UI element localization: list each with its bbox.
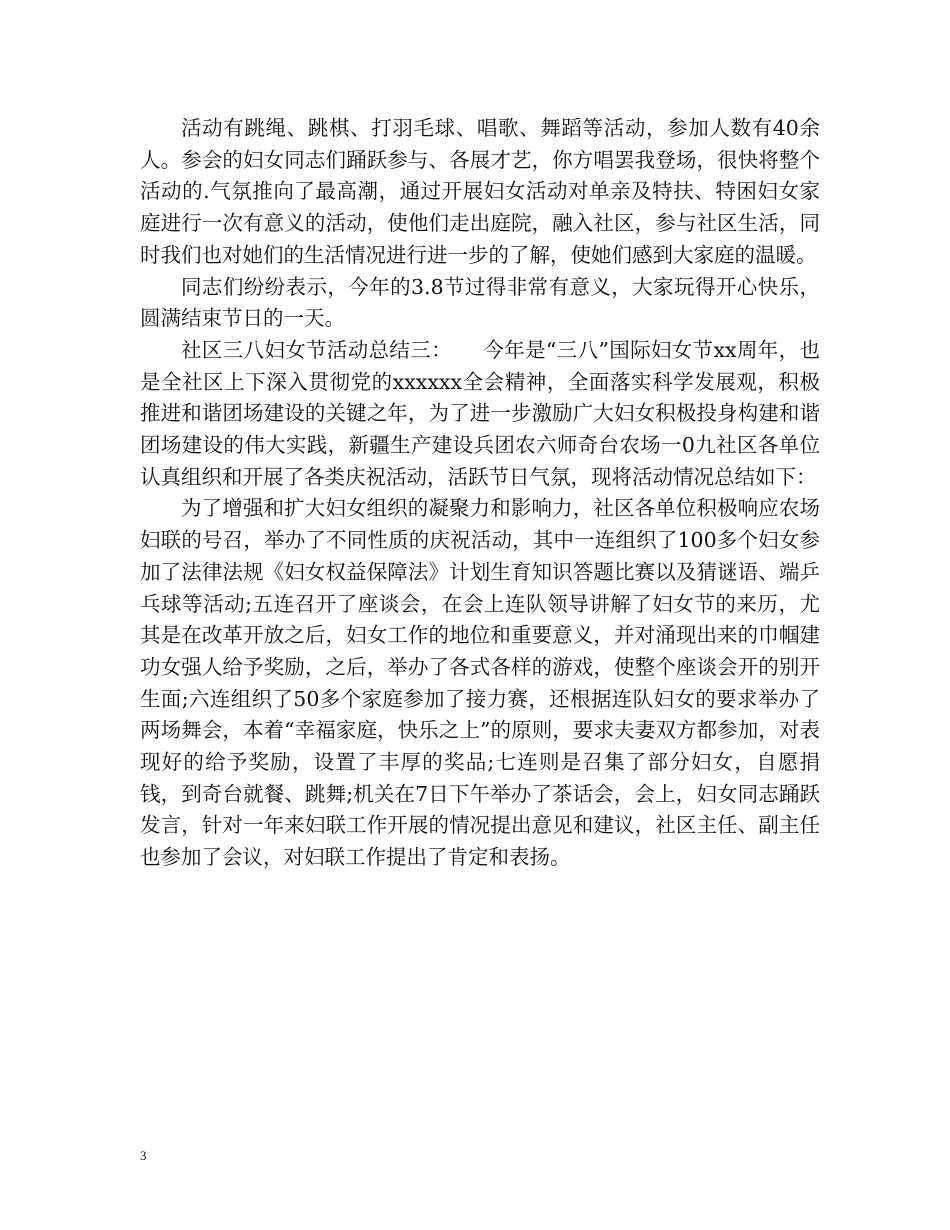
paragraph-unit-activities: 为了增强和扩大妇女组织的凝聚力和影响力，社区各单位积极响应农场妇联的号召，举办了不同性质的庆祝活动，其中一连组织了100多个妇女参加了法律法规《妇女权益保障法》计划生育知识答题比赛以及猜谜语、端乒乓球等活动;五连召开了座谈会，在会上连队领导讲解了妇女节的来历，尤其是在改革开放之后，妇女工作的地位和重要意义，并对涌现出来的巾帼建功女强人给予奖励，之后，举办了各式各样的游戏，使整个座谈会开的别开生面;六连组织了50多个家庭参加了接力赛，还根据连队妇女的要求举办了两场舞会，本着“幸福家庭，快乐之上”的原则，要求夫妻双方都参加，对表现好的给予奖励，设置了丰厚的奖品;七连则是召集了部分妇女，自愿捐钱，到奇台就餐、跳舞;机关在7日下午举办了茶话会，会上，妇女同志踊跃发言，针对一年来妇联工作开展的情况提出意见和建议，社区主任、副主任也参加了会议，对妇联工作提出了肯定和表扬。	[140, 496, 820, 870]
paragraph-activities: 活动有跳绳、跳棋、打羽毛球、唱歌、舞蹈等活动，参加人数有40余人。参会的妇女同志们踊跃参与、各展才艺，你方唱罢我登场，很快将整个活动的.气氛推向了最高潮，通过开展妇女活动对单亲及特扶、特困妇女家庭进行一次有意义的活动，使他们走出庭院，融入社区，参与社区生活，同时我们也对她们的生活情况进行进一步的了解，使她们感到大家庭的温暖。	[140, 116, 820, 267]
page-number: 3	[140, 1148, 147, 1163]
paragraph-feedback: 同志们纷纷表示，今年的3.8节过得非常有意义，大家玩得开心快乐，圆满结束节日的一天。	[140, 274, 820, 331]
document-body	[140, 113, 820, 874]
paragraph-summary-three: 社区三八妇女节活动总结三： 今年是“三八”国际妇女节xx周年，也是全社区上下深入贯彻党的xxxxxx全会精神，全面落实科学发展观，积极推进和谐团场建设的关键之年，为了进一步激励广大妇女积极投身构建和谐团场建设的伟大实践，新疆生产建设兵团农六师奇台农场一0九社区各单位认真组织和开展了各类庆祝活动，活跃节日气氛，现将活动情况总结如下：	[140, 337, 820, 489]
